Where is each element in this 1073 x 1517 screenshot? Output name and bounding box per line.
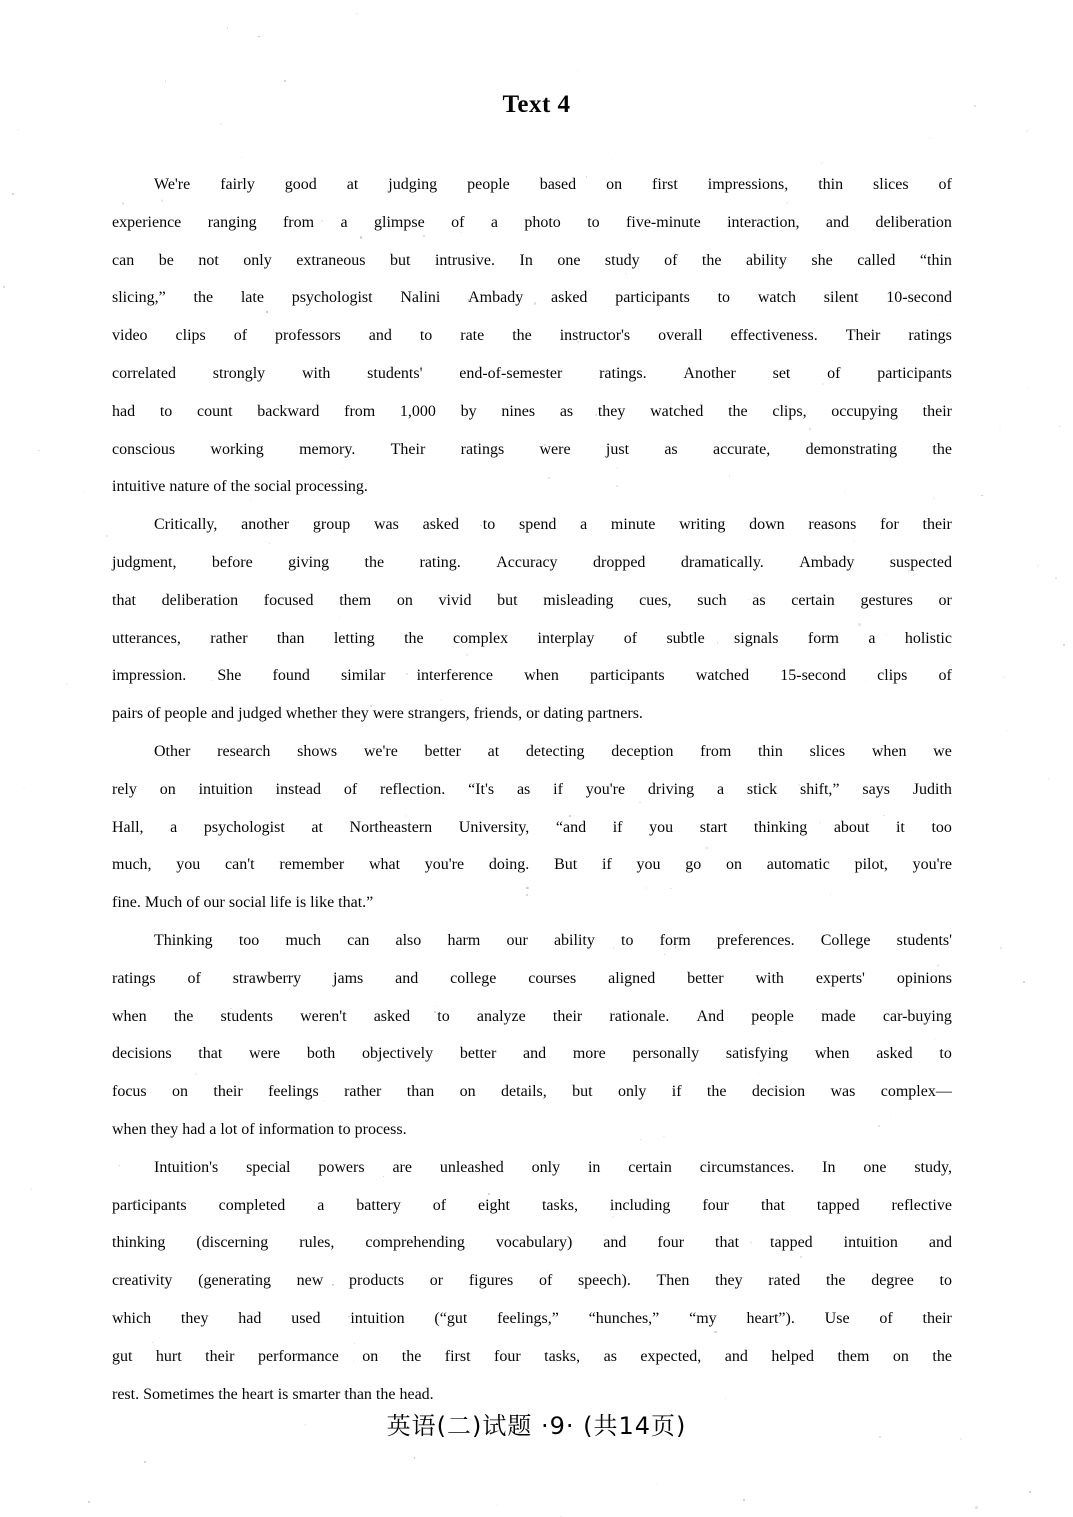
text-line: Intuition's special powers are unleashed only in certain circumstances. In one study, <box>154 1158 952 1176</box>
paragraph <box>112 1149 952 1414</box>
scan-speckle <box>1026 130 1028 132</box>
scan-speckle <box>284 80 286 82</box>
scan-speckle <box>414 1457 415 1458</box>
scan-speckle <box>66 684 67 685</box>
scan-speckle <box>1007 730 1008 731</box>
text-line: We're fairly good at judging people based on first impressions, thin slices of <box>154 176 952 193</box>
scan-speckle <box>960 1438 962 1440</box>
text-line: participants completed a battery of eight tasks, including four that tapped reflective <box>112 1196 952 1214</box>
text-line: can be not only extraneous but intrusive. In one study of the ability she called “thin <box>112 251 952 269</box>
scan-speckle <box>144 1461 146 1463</box>
scan-speckle <box>1037 565 1039 567</box>
scan-speckle <box>31 1189 32 1190</box>
text-line: rely on intuition instead of reflection. “It's as if you're driving a stick shift,” says Judith <box>112 780 952 798</box>
text-line: had to count backward from 1,000 by nines as they watched the clips, occupying their <box>112 402 952 420</box>
scan-speckle <box>1055 577 1057 579</box>
text-line: when they had a lot of information to process. <box>112 1120 407 1138</box>
text-line: fine. Much of our social life is like that.” <box>112 894 374 912</box>
scan-speckle <box>356 13 358 15</box>
scan-speckle <box>88 1501 90 1503</box>
text-line: experience ranging from a glimpse of a photo to five-minute interaction, and deliberation <box>112 213 952 231</box>
scan-speckle <box>1028 388 1029 389</box>
text-line: Thinking too much can also harm our ability to form preferences. College students' <box>154 931 952 949</box>
scan-speckle <box>83 492 84 493</box>
scan-speckle <box>1059 426 1060 427</box>
scan-speckle <box>929 138 930 139</box>
scan-speckle <box>38 450 40 452</box>
text-line: much, you can't remember what you're doing. But if you go on automatic pilot, you're <box>112 856 952 874</box>
scan-speckle <box>656 1483 657 1484</box>
text-line: that deliberation focused them on vivid but misleading cues, such as certain gestures or <box>112 591 952 609</box>
scan-speckle <box>106 535 108 537</box>
paragraph <box>112 166 952 506</box>
scan-speckle <box>1023 981 1025 983</box>
scan-speckle <box>1003 676 1005 678</box>
text-line: Other research shows we're better at detecting deception from thin slices when we <box>154 742 952 760</box>
paragraph <box>112 506 952 733</box>
text-line: rest. Sometimes the heart is smarter than the head. <box>112 1385 434 1403</box>
scan-speckle <box>743 1499 745 1501</box>
scan-speckle <box>23 788 24 789</box>
scan-speckle <box>496 1504 497 1505</box>
text-line: impression. She found similar interference when participants watched 15-second clips of <box>112 667 952 685</box>
scan-speckle <box>1000 947 1002 949</box>
scan-speckle <box>594 1507 595 1508</box>
scan-speckle <box>17 129 18 130</box>
text-line: thinking (discerning rules, comprehending vocabulary) and four that tapped intuition and <box>112 1234 952 1252</box>
text-line: conscious working memory. Their ratings were just as accurate, demonstrating the <box>112 440 952 458</box>
text-line: when the students weren't asked to analyze their rationale. And people made car-buying <box>112 1007 952 1025</box>
text-line: intuitive nature of the social processing. <box>112 478 368 496</box>
scan-speckle <box>220 123 222 125</box>
scan-speckle <box>999 428 1001 430</box>
text-line: ratings of strawberry jams and college courses aligned better with experts' opinions <box>112 969 952 987</box>
text-line: pairs of people and judged whether they were strangers, friends, or dating partners. <box>112 705 643 723</box>
scan-speckle <box>59 714 60 715</box>
page-footer: 英语(二)试题 ·9· (共14页) <box>386 1412 687 1440</box>
scan-speckle <box>577 70 578 71</box>
scan-speckle <box>611 159 612 160</box>
text-line: Critically, another group was asked to spend a minute writing down reasons for their <box>154 516 952 534</box>
text-line: which they had used intuition (“gut feelings,” “hunches,” “my heart”). Use of their <box>112 1309 952 1327</box>
passage-body <box>112 166 952 1413</box>
text-line: gut hurt their performance on the first four tasks, as expected, and helped them on the <box>112 1347 952 1365</box>
text-line: creativity (generating new products or figures of speech). Then they rated the degree to <box>112 1272 952 1290</box>
page-title: Text 4 <box>502 91 571 118</box>
text-line: utterances, rather than letting the complex interplay of subtle signals form a holistic <box>112 629 952 647</box>
scan-speckle <box>240 157 242 159</box>
scan-speckle <box>1029 1491 1031 1493</box>
text-line: Hall, a psychologist at Northeastern University, “and if you start thinking about it too <box>112 818 952 836</box>
text-line: decisions that were both objectively better and more personally satisfying when asked to <box>112 1045 952 1063</box>
scan-speckle <box>1063 644 1065 646</box>
text-line: focus on their feelings rather than on details, but only if the decision was complex— <box>112 1083 952 1101</box>
paragraph <box>112 733 952 922</box>
scan-speckle <box>258 36 260 38</box>
scan-speckle <box>975 1506 977 1508</box>
text-line: correlated strongly with students' end-of-semester ratings. Another set of participants <box>112 364 952 382</box>
scan-speckle <box>227 27 228 28</box>
scan-speckle <box>1048 778 1049 779</box>
paragraph <box>112 922 952 1149</box>
scan-speckle <box>68 682 69 683</box>
text-line: judgment, before giving the rating. Accuracy dropped dramatically. Ambady suspected <box>112 553 952 571</box>
text-line: slicing,” the late psychologist Nalini Ambady asked participants to watch silent 10-second <box>112 289 952 307</box>
scan-speckle <box>3 286 5 288</box>
scan-speckle <box>12 193 14 195</box>
text-line: video clips of professors and to rate the instructor's overall effectiveness. Their ratings <box>112 327 952 345</box>
scan-speckle <box>981 495 982 496</box>
scan-speckle <box>165 80 167 82</box>
scan-speckle <box>821 162 823 164</box>
